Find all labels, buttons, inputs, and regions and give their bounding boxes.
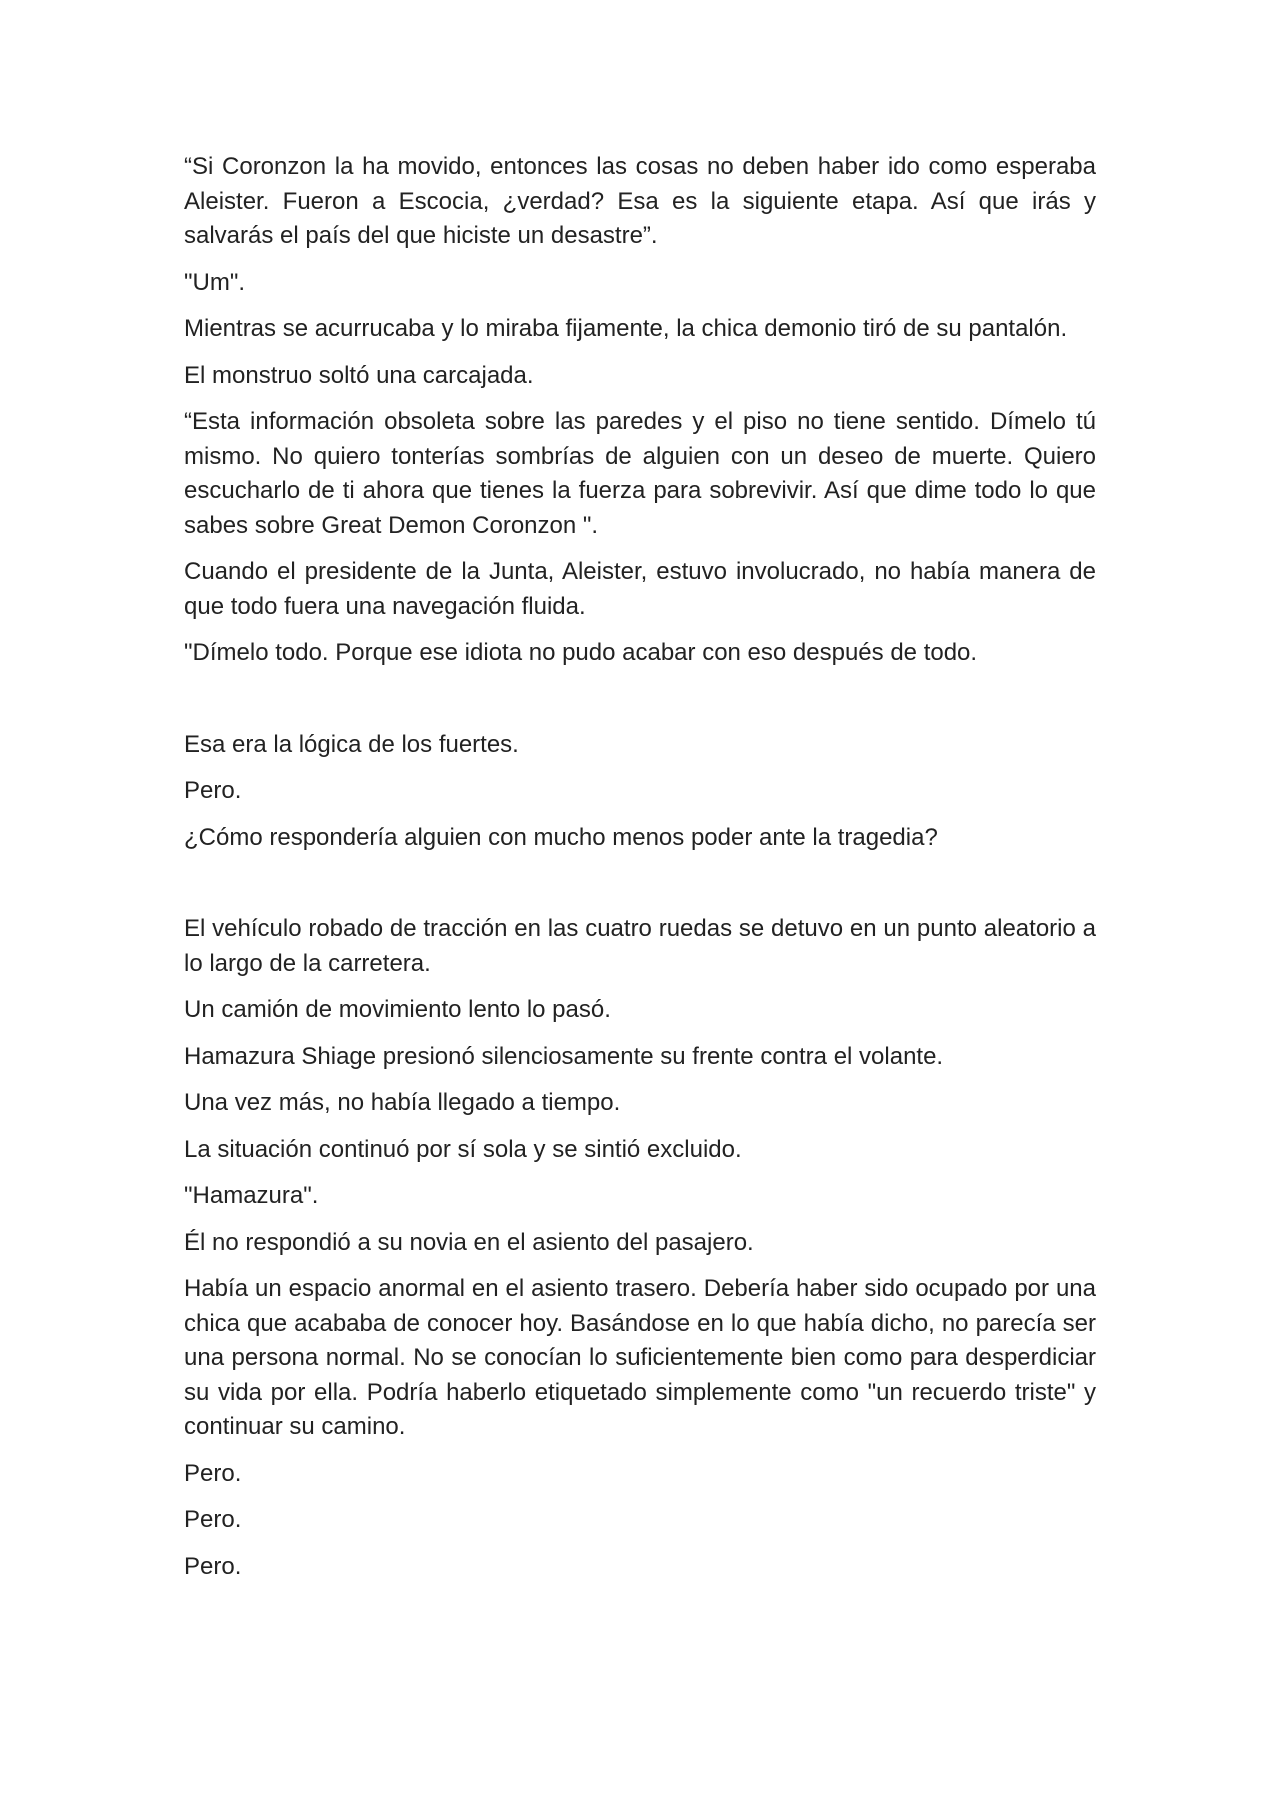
paragraph: El monstruo soltó una carcajada. xyxy=(184,361,534,389)
paragraph: La situación continuó por sí sola y se sintió excluido. xyxy=(184,1135,742,1163)
paragraph: ¿Cómo respondería alguien con mucho menos poder ante la tragedia? xyxy=(184,823,938,851)
paragraph: Un camión de movimiento lento lo pasó. xyxy=(184,996,611,1023)
paragraph: Una vez más, no había llegado a tiempo. xyxy=(184,1089,621,1116)
section-1 xyxy=(184,150,1096,671)
section-3 xyxy=(184,912,1096,1584)
paragraph: Él no respondió a su novia en el asiento del pasajero. xyxy=(184,1228,754,1256)
paragraph: Mientras se acurrucaba y lo miraba fijamente, la chica demonio tiró de su pantalón. xyxy=(184,315,1068,342)
paragraph: Hamazura Shiage presionó silenciosamente su frente contra el volante. xyxy=(184,1042,944,1070)
paragraph: Esa era la lógica de los fuertes. xyxy=(184,730,519,758)
paragraph: Pero. xyxy=(184,1459,242,1487)
paragraph: "Hamazura". xyxy=(184,1182,319,1209)
document-page xyxy=(184,150,1096,1596)
section-gap xyxy=(184,683,1096,728)
paragraph: El vehículo robado de tracción en las cuatro ruedas se detuvo en un punto aleatorio a lo largo de la carretera. xyxy=(184,915,1096,977)
paragraph: Pero. xyxy=(184,777,242,804)
paragraph: “Si Coronzon la ha movido, entonces las cosas no deben haber ido como esperaba Aleister. Fueron a Escocia, ¿verdad? Esa es la siguiente etapa. Así que irás y salvarás el país del que hiciste un desastre”. xyxy=(184,153,1096,249)
section-gap xyxy=(184,867,1096,912)
paragraph: Pero. xyxy=(184,1552,242,1580)
paragraph: "Dímelo todo. Porque ese idiota no pudo acabar con eso después de todo. xyxy=(184,639,978,666)
paragraph: Cuando el presidente de la Junta, Aleister, estuvo involucrado, no había manera de que todo fuera una navegación fluida. xyxy=(184,558,1096,620)
paragraph: Pero. xyxy=(184,1506,242,1533)
paragraph: Había un espacio anormal en el asiento trasero. Debería haber sido ocupado por una chica que acababa de conocer hoy. Basándose en lo que había dicho, no parecía ser una persona normal. No se conocían lo suficientemente bien como para desperdiciar su vida por ella. Podría haberlo etiquetado simplemente como "un recuerdo triste" y continuar su camino. xyxy=(184,1275,1096,1440)
paragraph: “Esta información obsoleta sobre las paredes y el piso no tiene sentido. Dímelo tú mismo. No quiero tonterías sombrías de alguien con un deseo de muerte. Quiero escucharlo de ti ahora que tienes la fuerza para sobrevivir. Así que dime todo lo que sabes sobre Great Demon Coronzon ". xyxy=(184,408,1096,539)
paragraph: "Um". xyxy=(184,268,246,296)
section-2 xyxy=(184,728,1096,856)
